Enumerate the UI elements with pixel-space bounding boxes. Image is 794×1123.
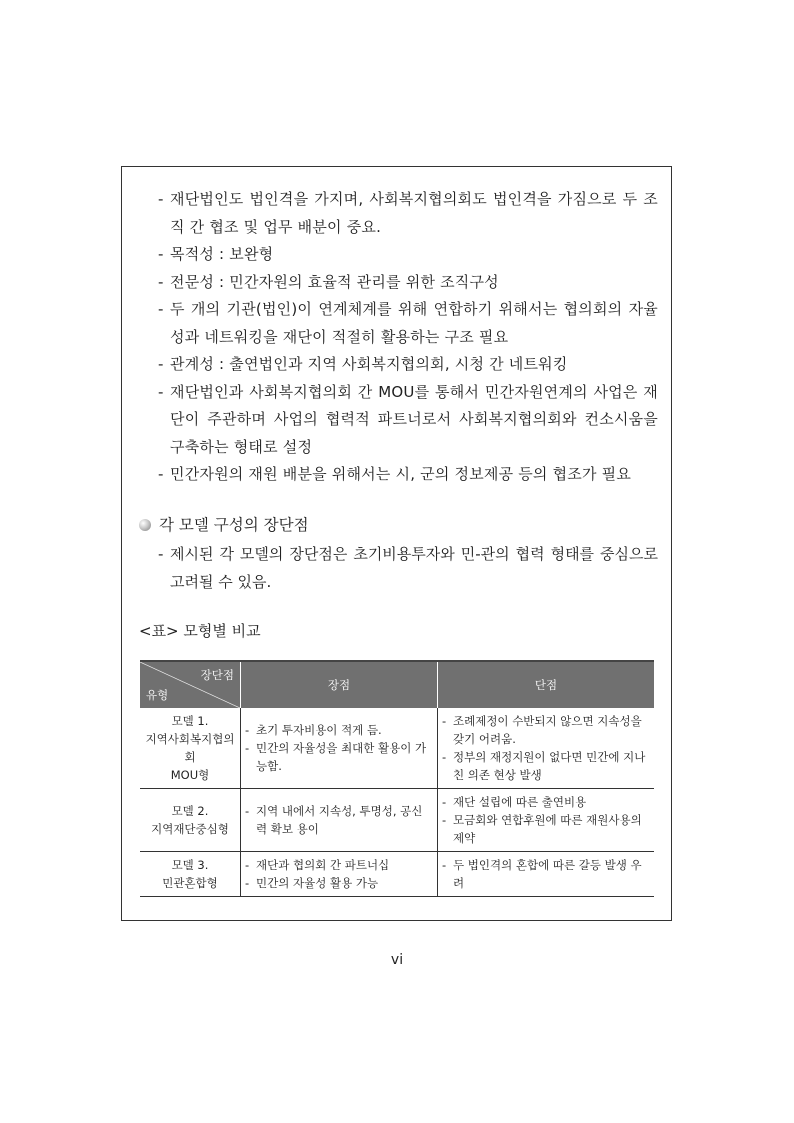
page-number: vi xyxy=(390,952,404,968)
bullet-item: - 민간자원의 재원 배분을 위해서는 시, 군의 정보제공 등의 협조가 필요 xyxy=(158,461,658,489)
diagonal-header-cell xyxy=(140,661,241,708)
bullet-item: - 전문성 : 민간자원의 효율적 관리를 위한 조직구성 xyxy=(158,269,658,297)
bullet-item: - 제시된 각 모델의 장단점은 초기비용투자와 민-관의 협력 형태를 중심으로 고려될 수 있음. xyxy=(158,541,658,596)
table-header-row xyxy=(140,661,654,708)
pro-item: - 지역 내에서 지속성, 투명성, 공신력 확보 용이 xyxy=(245,802,433,838)
pro-item: - 민간의 자율성 활용 가능 xyxy=(245,874,433,892)
table-row xyxy=(140,852,654,897)
bullet-item: - 관계성 : 출연법인과 지역 사회복지협의회, 시청 간 네트워킹 xyxy=(158,351,658,379)
type-line: 민관혼합형 xyxy=(162,876,218,890)
type-line: MOU형 xyxy=(170,768,210,782)
header-diag-top: 장단점 xyxy=(200,668,234,682)
table-row xyxy=(140,789,654,852)
bullet-item: - 목적성 : 보완형 xyxy=(158,241,658,269)
section-heading-text: 각 모델 구성의 장단점 xyxy=(159,516,309,534)
type-line: 모델 2. xyxy=(171,804,209,818)
pro-cell xyxy=(241,789,438,852)
con-item: - 재단 설립에 따른 출연비용 xyxy=(442,793,650,811)
con-item: - 모금회와 연합후원에 따른 재원사용의 제약 xyxy=(442,811,650,847)
type-cell xyxy=(140,852,241,897)
bullet-list xyxy=(158,186,658,489)
type-line: 모델 1. xyxy=(171,714,209,728)
section-bullet-list xyxy=(158,541,658,596)
pro-item: - 재단과 협의회 간 파트너십 xyxy=(245,856,433,874)
con-item: - 두 법인격의 혼합에 따른 갈등 발생 우려 xyxy=(442,856,650,892)
type-line: 지역사회복지협의회 xyxy=(145,732,235,764)
type-cell xyxy=(140,708,241,789)
pro-cell xyxy=(241,708,438,789)
con-item: - 정부의 재정지원이 없다면 민간에 지나친 의존 현상 발생 xyxy=(442,748,650,784)
bullet-item: - 두 개의 기관(법인)이 연계체계를 위해 연합하기 위해서는 협의회의 자율성과 네트워킹을 재단이 적절히 활용하는 구조 필요 xyxy=(158,296,658,351)
pro-item: - 초기 투자비용이 적게 듬. xyxy=(245,721,433,739)
type-line: 모델 3. xyxy=(171,858,209,872)
con-cell xyxy=(438,852,655,897)
type-cell xyxy=(140,789,241,852)
pro-cell xyxy=(241,852,438,897)
bullet-item: - 재단법인도 법인격을 가지며, 사회복지협의회도 법인격을 가짐으로 두 조직 간 협조 및 업무 배분이 중요. xyxy=(158,186,658,241)
con-cell xyxy=(438,789,655,852)
section-heading xyxy=(139,513,309,537)
pro-item: - 민간의 자율성을 최대한 활용이 가능함. xyxy=(245,739,433,775)
con-item: - 조례제정이 수반되지 않으면 지속성을 갖기 어려움. xyxy=(442,712,650,748)
type-line: 지역재단중심형 xyxy=(151,822,229,836)
table-row xyxy=(140,708,654,789)
bullet-item: - 재단법인과 사회복지협의회 간 MOU를 통해서 민간자원연계의 사업은 재단이 주관하며 사업의 협력적 파트너로서 사회복지협의회와 컨소시움을 구축하는 형태로 설정 xyxy=(158,379,658,462)
comparison-table xyxy=(140,660,654,897)
header-diag-bottom: 유형 xyxy=(146,688,169,702)
header-pro: 장점 xyxy=(241,661,438,708)
bullet-ball-icon xyxy=(139,519,151,531)
table-caption: <표> 모형별 비교 xyxy=(139,622,261,640)
header-con: 단점 xyxy=(438,661,655,708)
con-cell xyxy=(438,708,655,789)
